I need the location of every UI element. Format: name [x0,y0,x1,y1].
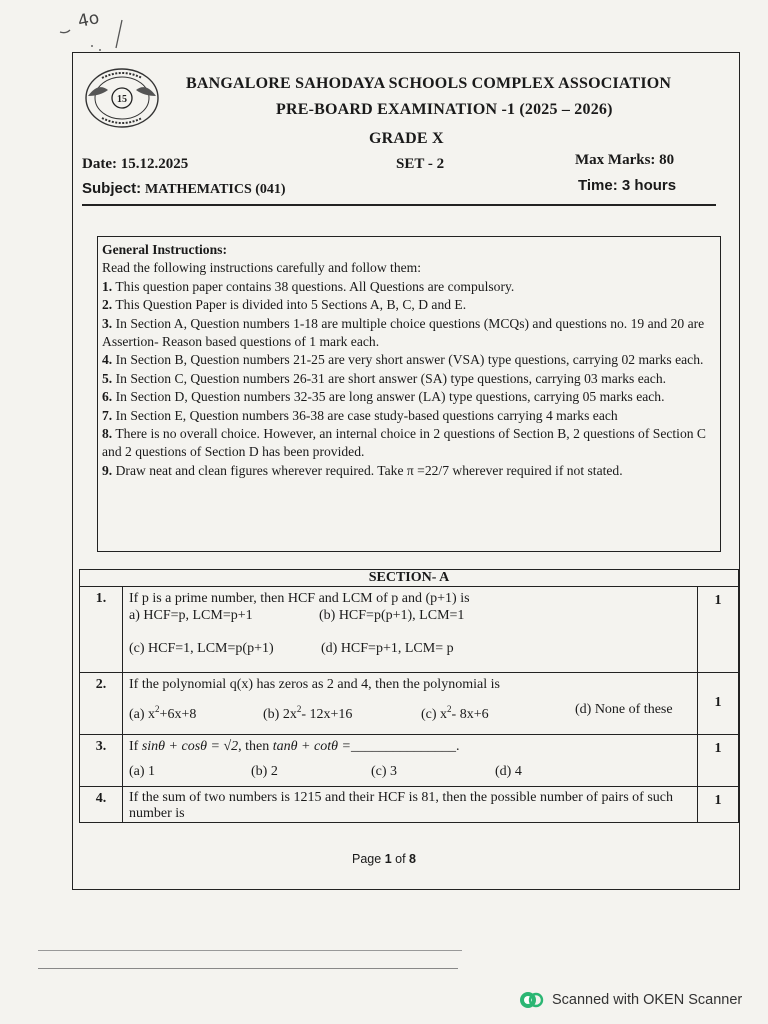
max-marks: Max Marks: 80 [575,152,675,168]
question-marks: 1 [698,735,739,787]
instruction-item: 3. In Section A, Question numbers 1-18 are multiple choice questions (MCQs) and questions no. 19 and 20 are Assertion- Reason based questions of 1 mark each. [102,315,705,350]
bottom-rule-line [38,968,458,969]
option-d: (d) None of these [575,702,673,717]
question-text: If the sum of two numbers is 1215 and their HCF is 81, then the possible number of pairs of such number is [129,790,687,821]
question-row [80,673,739,735]
option-d: (d) HCF=p+1, LCM= p [321,641,454,656]
oken-scanner-icon [518,990,544,1010]
question-body [123,787,698,823]
question-body [123,587,698,673]
question-text: If sinθ + cosθ = √2, then tanθ + cotθ =_______________. [129,739,460,754]
question-row [80,787,739,823]
question-row [80,587,739,673]
general-instructions-box [97,236,721,552]
organization-name: BANGALORE SAHODAYA SCHOOLS COMPLEX ASSOCIATION [186,75,672,92]
header-divider [82,204,716,206]
instruction-item: 7. In Section E, Question numbers 36-38 are case study-based questions carrying 4 marks each [102,407,618,423]
scanner-watermark [518,990,742,1010]
option-b: (b) $2x^2-$ 12x+16 [263,704,353,722]
instruction-item: 8. There is no overall choice. However, an internal choice in 2 questions of Section B, 2 questions of Section C and 2 questions of Section D has been provided. [102,426,706,460]
question-text: If the polynomial q(x) has zeros as 2 and 4, then the polynomial is [129,677,500,692]
option-d: (d) 4 [495,764,522,779]
grade-label: GRADE X [369,130,444,147]
question-number: 4. [80,787,123,823]
pen-mark-decoration [40,14,130,54]
exam-title: PRE-BOARD EXAMINATION -1 (2025 – 2026) [276,101,613,118]
question-body [123,735,698,787]
question-body [123,673,698,735]
question-marks: 1 [698,587,739,673]
instructions-intro: Read the following instructions carefully and follow them: [102,260,422,276]
set-label: SET - 2 [396,156,445,172]
option-a: a) HCF=p, LCM=p+1 [129,608,253,623]
subject-label: Subject: [82,180,142,197]
subject-name: MATHEMATICS (041) [144,182,286,197]
option-c: (c) HCF=1, LCM=p(p+1) [129,641,274,656]
page-number: Page 1 of 8 [352,852,416,866]
logo-number: 15 [117,94,127,105]
option-c: (c) 3 [371,764,398,779]
scanner-label: Scanned with OKEN Scanner [552,992,743,1008]
question-text: If p is a prime number, then HCF and LCM of p and (p+1) is [129,591,470,606]
question-marks: 1 [698,787,739,823]
option-a: (a) 1 [129,764,156,779]
question-number: 1. [80,587,123,673]
instruction-item: 5. In Section C, Question numbers 26-31 are short answer (SA) type questions, carrying 03 marks each. [102,370,667,386]
question-number: 3. [80,735,123,787]
option-c: (c) $x^2-$ 8x+6 [421,704,489,722]
handwritten-scribble: 4o [76,8,102,32]
exam-duration: Time: 3 hours [578,177,677,194]
instruction-item: 1. This question paper contains 38 questions. All Questions are compulsory. [102,278,515,294]
question-marks: 1 [698,673,739,735]
instructions-heading: General Instructions: [102,242,227,257]
subject-line [82,180,286,198]
instruction-item: 4. In Section B, Question numbers 21-25 are very short answer (VSA) type questions, carrying 02 marks each. [102,352,704,368]
bottom-rule-line [38,950,462,951]
option-b: (b) HCF=p(p+1), LCM=1 [319,608,465,623]
exam-date: Date: 15.12.2025 [82,156,189,172]
question-number: 2. [80,673,123,735]
instruction-item: 2. This Question Paper is divided into 5 Sections A, B, C, D and E. [102,297,467,313]
option-b: (b) 2 [251,764,278,779]
instruction-item: 9. Draw neat and clean figures wherever required. Take π =22/7 wherever required if not stated. [102,462,623,478]
section-a-heading: SECTION- A [80,570,739,587]
school-association-logo [82,66,162,130]
instruction-item: 6. In Section D, Question numbers 32-35 are long answer (LA) type questions, carrying 05 marks each. [102,389,665,405]
section-a-table [79,569,739,823]
option-a: (a) $x^2+6x+8$ [129,704,197,722]
question-row [80,735,739,787]
